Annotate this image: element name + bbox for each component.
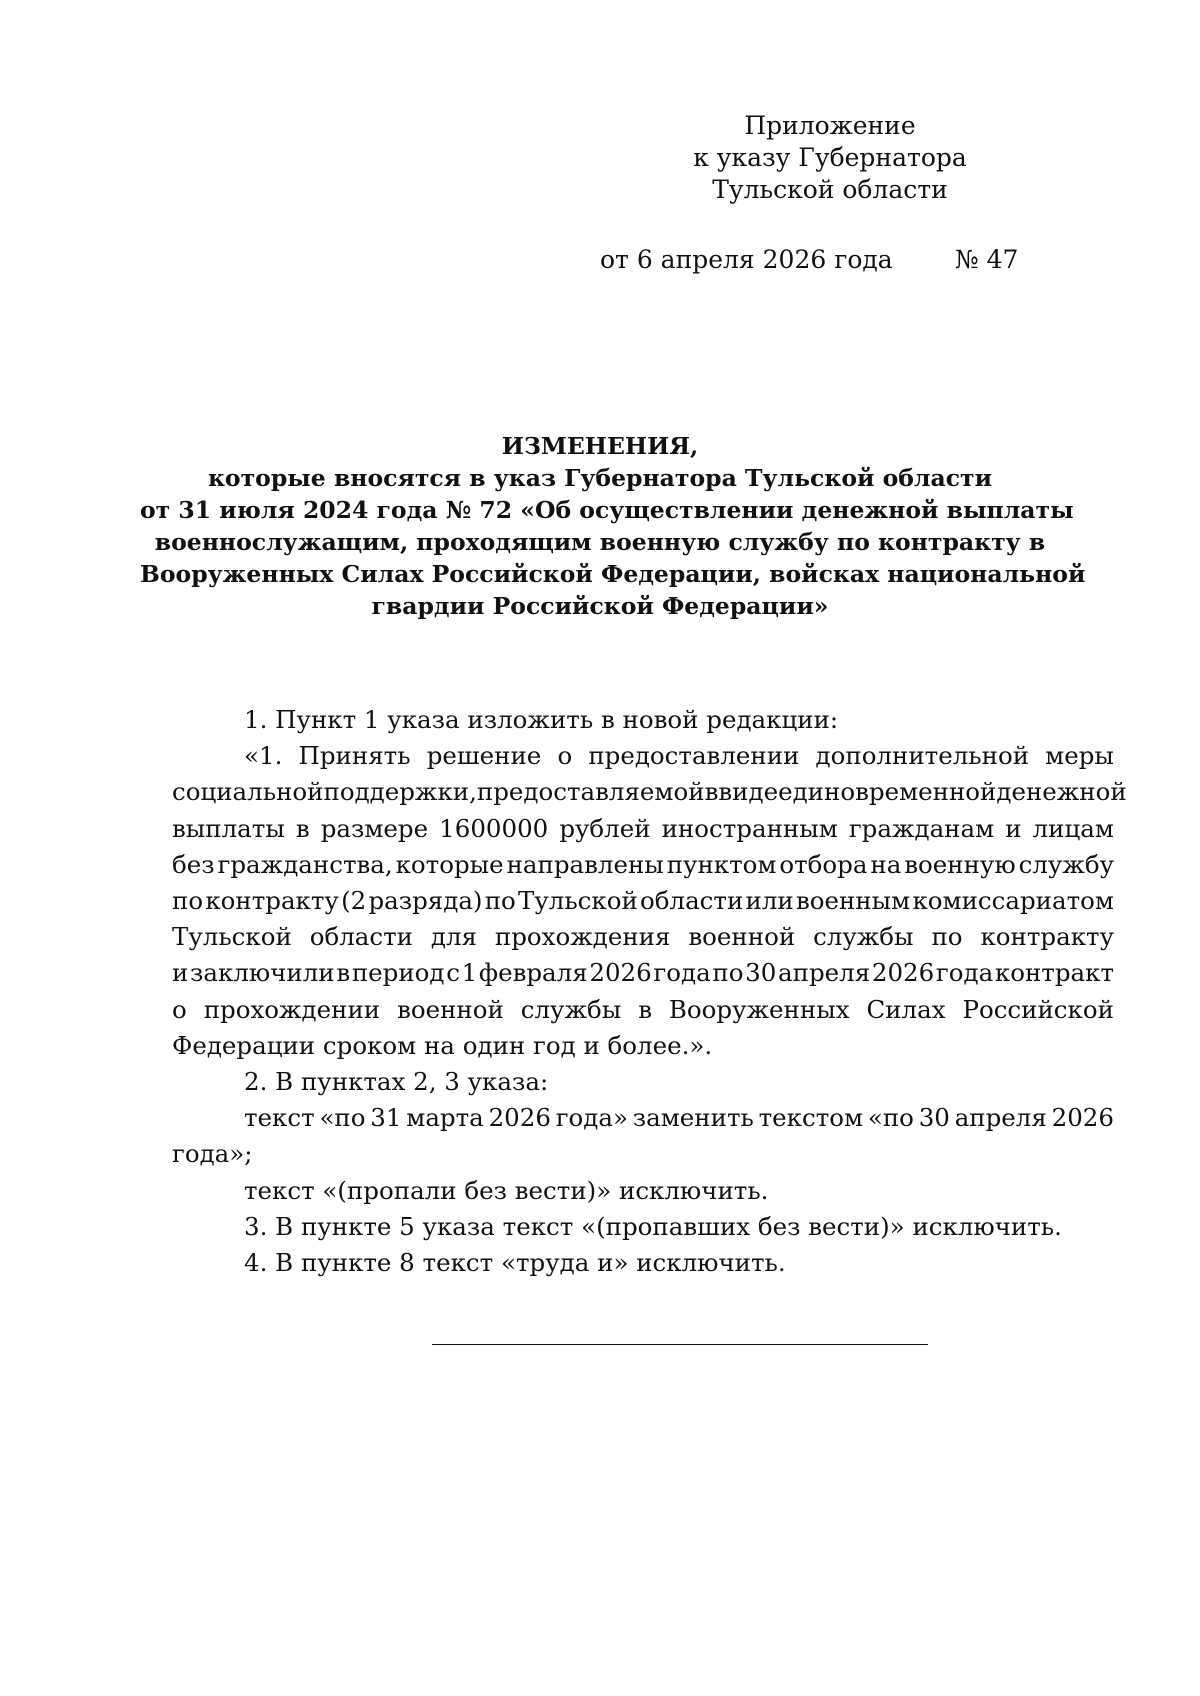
word: Силах <box>866 994 946 1024</box>
title-line: гвардии Российской Федерации» <box>371 592 829 620</box>
word: военную <box>904 849 1016 879</box>
word: Принять <box>298 741 411 771</box>
word: 1 <box>461 958 478 988</box>
paragraph-2-line-2: текст «(пропали без вести)» исключить. <box>244 1175 769 1205</box>
quote-line <box>172 919 1114 955</box>
word: контракт <box>994 958 1114 988</box>
quote-line <box>172 992 1114 1028</box>
word: пунктом <box>666 849 777 879</box>
word: по <box>484 886 516 916</box>
word: прохождении <box>203 994 381 1024</box>
word: виде <box>718 777 779 807</box>
quote-line <box>172 774 1127 810</box>
paragraph-2-intro: 2. В пунктах 2, 3 указа: <box>244 1067 549 1097</box>
word: 2026 <box>1051 1103 1114 1133</box>
decree-number: № 47 <box>955 245 1019 274</box>
word: по <box>172 886 204 916</box>
word: без <box>172 849 215 879</box>
word: 2026 <box>871 958 935 988</box>
word: марта <box>406 1103 484 1133</box>
word: комиссариатом <box>912 886 1114 916</box>
word: и <box>172 958 189 988</box>
word: для <box>430 922 477 952</box>
word: дополнительной <box>815 741 1030 771</box>
title-heading: ИЗМЕНЕНИЯ, <box>501 432 699 460</box>
word: военным <box>795 886 911 916</box>
word: по <box>712 958 744 988</box>
word: гражданства, <box>217 849 393 879</box>
quote-line <box>172 738 1114 774</box>
quote-last-line: Федерации сроком на один год и более.». <box>172 1030 713 1060</box>
word: прохождения <box>494 922 671 952</box>
word: иностранным <box>661 813 838 843</box>
paragraph-2-line-1 <box>172 1100 1114 1136</box>
word: службу <box>1018 849 1114 879</box>
word: предоставляемой <box>476 777 705 807</box>
word: «1. <box>244 741 283 771</box>
title-line: которые вносятся в указ Губернатора Тульской области <box>207 464 993 492</box>
word: выплаты <box>172 813 285 843</box>
word: 31 <box>370 1103 402 1133</box>
word: года <box>935 958 994 988</box>
word: предоставлении <box>588 741 800 771</box>
closing-rule <box>432 1344 928 1345</box>
title-line: Вооруженных Силах Российской Федерации, войсках национальной <box>140 560 1086 588</box>
word: социальной <box>172 777 324 807</box>
appendix-header <box>660 110 1000 206</box>
decree-date: от 6 апреля 2026 года <box>600 245 893 274</box>
word: поддержки, <box>323 777 477 807</box>
appendix-line-3: Тульской области <box>712 175 948 204</box>
document-body <box>172 702 1127 1281</box>
word: заменить <box>632 1103 754 1133</box>
word: о <box>172 994 187 1024</box>
word: (2 <box>341 886 367 916</box>
word: и <box>1005 813 1022 843</box>
word: контракту <box>980 922 1114 952</box>
word: Тульской <box>172 922 292 952</box>
word: службы <box>520 994 622 1024</box>
quote-line <box>172 811 1114 847</box>
word: апреля <box>778 958 871 988</box>
quote-line <box>172 847 1114 883</box>
word: 1600000 <box>439 813 549 843</box>
word: года» <box>555 1103 628 1133</box>
word: текстом <box>758 1103 864 1133</box>
word: 30 <box>918 1103 950 1133</box>
word: военной <box>397 994 504 1024</box>
word: или <box>745 886 794 916</box>
title-line: от 31 июля 2024 года № 72 «Об осуществлении денежной выплаты <box>140 496 1074 524</box>
word: единовременной <box>778 777 997 807</box>
word: военной <box>688 922 796 952</box>
word: период <box>351 958 445 988</box>
word: апреля <box>954 1103 1047 1133</box>
quote-line <box>172 955 1114 991</box>
word: по <box>931 922 963 952</box>
word: которые <box>395 849 504 879</box>
word: «по <box>319 1103 366 1133</box>
word: 2026 <box>589 958 652 988</box>
word: разряда) <box>368 886 483 916</box>
document-title <box>140 430 1086 622</box>
appendix-line-2: к указу Губернатора <box>693 143 967 172</box>
word: Российской <box>962 994 1114 1024</box>
word: контракту <box>205 886 339 916</box>
word: области <box>309 922 413 952</box>
paragraph-4: 4. В пункте 8 текст «труда и» исключить. <box>244 1248 786 1278</box>
word: февраля <box>478 958 588 988</box>
word: размере <box>320 813 429 843</box>
paragraph-3: 3. В пункте 5 указа текст «(пропавших без вести)» исключить. <box>244 1211 1062 1241</box>
word: направлены <box>506 849 664 879</box>
word: Тульской <box>518 886 638 916</box>
word: в <box>295 813 310 843</box>
paragraph-2-line-1-cont: года»; <box>172 1139 253 1169</box>
word: года <box>653 958 711 988</box>
word: на <box>870 849 902 879</box>
title-line: военнослужащим, проходящим военную службу по контракту в <box>154 528 1046 556</box>
word: службы <box>813 922 914 952</box>
word: рублей <box>559 813 651 843</box>
word: денежной <box>996 777 1127 807</box>
appendix-line-1: Приложение <box>744 111 916 140</box>
word: в <box>336 958 351 988</box>
word: заключили <box>190 958 335 988</box>
word: «по <box>867 1103 914 1133</box>
quote-line <box>172 883 1114 919</box>
word: меры <box>1045 741 1114 771</box>
word: в <box>638 994 652 1024</box>
paragraph-1-intro: 1. Пункт 1 указа изложить в новой редакции: <box>244 705 839 734</box>
word: отбора <box>779 849 868 879</box>
word: в <box>704 777 719 807</box>
word: 2026 <box>488 1103 551 1133</box>
word: гражданам <box>848 813 995 843</box>
word: решение <box>426 741 542 771</box>
word: Вооруженных <box>668 994 850 1024</box>
word: с <box>446 958 460 988</box>
word: 30 <box>745 958 777 988</box>
word: о <box>557 741 573 771</box>
word: области <box>640 886 744 916</box>
word: лицам <box>1032 813 1114 843</box>
word: текст <box>244 1103 315 1133</box>
